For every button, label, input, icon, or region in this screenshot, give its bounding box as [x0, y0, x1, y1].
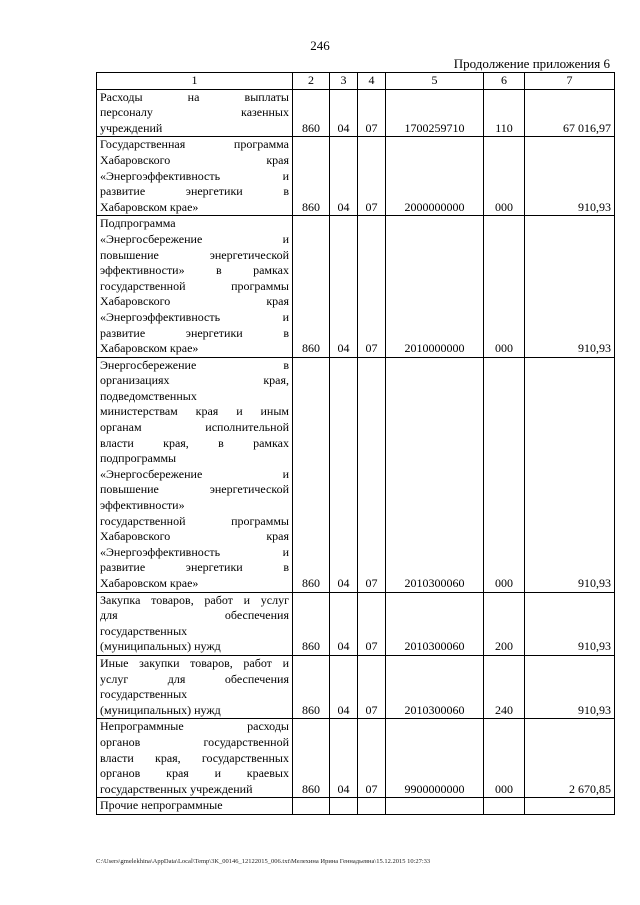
expense-name-line: (муниципальных) нужд	[100, 702, 221, 717]
expense-name-line: государственных	[100, 623, 188, 638]
ministry-code-cell: 860	[293, 137, 330, 216]
expense-name-line: (муниципальных) нужд	[100, 639, 221, 654]
expense-type-cell: 000	[484, 357, 525, 592]
expense-name-line: «Энергосбережение и	[100, 466, 289, 481]
section-code-cell: 04	[330, 592, 358, 655]
table-body	[97, 89, 615, 814]
expense-name-line: органов государственной	[100, 734, 289, 749]
expense-name-line: государственной программы	[100, 278, 289, 293]
column-header: 4	[358, 73, 386, 90]
expense-name-cell	[97, 216, 293, 357]
ministry-code-cell	[293, 798, 330, 815]
column-header: 2	[293, 73, 330, 90]
expense-name-line: Непрограммные расходы	[100, 719, 289, 734]
table-row	[97, 592, 615, 655]
expense-name-line: Хабаровского края	[100, 294, 289, 309]
expense-type-cell: 000	[484, 216, 525, 357]
expense-name-line: развитие энергетики в	[100, 325, 289, 340]
expense-name-line: Хабаровском крае»	[100, 341, 199, 356]
expense-name-line: Иные закупки товаров, работ и	[100, 655, 289, 670]
expense-type-cell	[484, 798, 525, 815]
amount-cell: 910,93	[525, 216, 615, 357]
expense-name-line: Хабаровском крае»	[100, 199, 199, 214]
ministry-code-cell: 860	[293, 216, 330, 357]
target-article-cell: 1700259710	[386, 89, 484, 137]
subsection-code-cell: 07	[358, 216, 386, 357]
expense-name-cell	[97, 137, 293, 216]
column-header: 6	[484, 73, 525, 90]
expense-type-cell: 110	[484, 89, 525, 137]
table-row	[97, 357, 615, 592]
column-header: 7	[525, 73, 615, 90]
header-row	[97, 73, 615, 90]
ministry-code-cell: 860	[293, 89, 330, 137]
amount-cell: 2 670,85	[525, 719, 615, 798]
expense-name-line: эффективности»	[100, 498, 185, 513]
table-row	[97, 89, 615, 137]
subsection-code-cell: 07	[358, 357, 386, 592]
table-row	[97, 137, 615, 216]
target-article-cell: 2010000000	[386, 216, 484, 357]
expense-name-line: министерствам края и иным	[100, 404, 289, 419]
continuation-label: Продолжение приложения 6	[453, 56, 610, 71]
expense-name-line: Хабаровском крае»	[100, 576, 199, 590]
expense-name-line: Прочие непрограммные	[100, 798, 223, 813]
expense-name-line: Энергосбережение в	[100, 357, 289, 372]
target-article-cell: 9900000000	[386, 719, 484, 798]
amount-cell: 910,93	[525, 655, 615, 718]
expense-name-line: подведомственных	[100, 388, 197, 403]
expense-name-line: учреждений	[100, 120, 163, 135]
expense-name-line: для обеспечения	[100, 608, 289, 623]
amount-cell: 910,93	[525, 137, 615, 216]
expense-name-line: повышение энергетической	[100, 247, 289, 262]
target-article-cell	[386, 798, 484, 815]
expense-type-cell: 000	[484, 137, 525, 216]
table-row	[97, 655, 615, 718]
file-path-footer: C:\Users\gmelekhina\AppData\Local\Temp\3K_00146_12122015_006.txt\Мелехина Ирина Геннадьевна\15.12.2015 10:27:33	[96, 858, 431, 865]
page-number: 246	[310, 38, 330, 53]
expense-name-line: подпрограммы	[100, 451, 177, 466]
expense-name-cell	[97, 89, 293, 137]
expense-name-line: Хабаровского края	[100, 529, 289, 544]
ministry-code-cell: 860	[293, 719, 330, 798]
section-code-cell: 04	[330, 655, 358, 718]
expense-name-cell	[97, 655, 293, 718]
amount-cell: 910,93	[525, 592, 615, 655]
expense-name-line: персоналу казенных	[100, 105, 289, 120]
expense-name-line: Закупка товаров, работ и услуг	[100, 592, 289, 607]
subsection-code-cell: 07	[358, 137, 386, 216]
expense-name-line: развитие энергетики в	[100, 560, 289, 575]
expense-name-line: власти края, в рамках	[100, 435, 289, 450]
target-article-cell: 2000000000	[386, 137, 484, 216]
expense-type-cell: 000	[484, 719, 525, 798]
expense-name-line: органов края и краевых	[100, 766, 289, 781]
amount-cell: 910,93	[525, 357, 615, 592]
expense-name-cell	[97, 592, 293, 655]
expense-name-cell	[97, 798, 293, 815]
expense-name-line: государственных	[100, 687, 188, 702]
ministry-code-cell: 860	[293, 655, 330, 718]
expense-name-line: «Энергоэффективность и	[100, 309, 289, 324]
expense-name-line: Хабаровского края	[100, 152, 289, 167]
subsection-code-cell: 07	[358, 89, 386, 137]
section-code-cell: 04	[330, 719, 358, 798]
target-article-cell: 2010300060	[386, 357, 484, 592]
expense-name-line: Государственная программа	[100, 137, 289, 152]
expense-name-line: повышение энергетической	[100, 482, 289, 497]
column-header: 3	[330, 73, 358, 90]
expense-name-line: «Энергоэффективность и	[100, 168, 289, 183]
section-code-cell: 04	[330, 357, 358, 592]
amount-cell: 67 016,97	[525, 89, 615, 137]
ministry-code-cell: 860	[293, 357, 330, 592]
expense-name-line: государственной программы	[100, 513, 289, 528]
expense-name-line: органам исполнительной	[100, 420, 289, 435]
subsection-code-cell: 07	[358, 719, 386, 798]
expense-name-line: Расходы на выплаты	[100, 89, 289, 104]
table-row	[97, 216, 615, 357]
expense-type-cell: 200	[484, 592, 525, 655]
expense-name-line: власти края, государственных	[100, 750, 289, 765]
column-header: 1	[97, 73, 293, 90]
expense-name-line: услуг для обеспечения	[100, 671, 289, 686]
target-article-cell: 2010300060	[386, 592, 484, 655]
table-row	[97, 798, 615, 815]
expense-name-line: организациях края,	[100, 373, 289, 388]
expense-name-line: государственных учреждений	[100, 781, 253, 796]
subsection-code-cell	[358, 798, 386, 815]
amount-cell	[525, 798, 615, 815]
expense-type-cell: 240	[484, 655, 525, 718]
expense-name-cell	[97, 357, 293, 592]
expense-name-line: «Энергоэффективность и	[100, 544, 289, 559]
expense-name-line: «Энергосбережение и	[100, 231, 289, 246]
expense-name-line: эффективности» в рамках	[100, 263, 289, 278]
table-row	[97, 719, 615, 798]
expense-name-line: Подпрограмма	[100, 216, 176, 231]
section-code-cell: 04	[330, 216, 358, 357]
section-code-cell: 04	[330, 89, 358, 137]
section-code-cell: 04	[330, 137, 358, 216]
subsection-code-cell: 07	[358, 592, 386, 655]
expense-name-line: развитие энергетики в	[100, 184, 289, 199]
target-article-cell: 2010300060	[386, 655, 484, 718]
section-code-cell	[330, 798, 358, 815]
subsection-code-cell: 07	[358, 655, 386, 718]
expense-name-cell	[97, 719, 293, 798]
budget-table	[96, 72, 615, 815]
column-header: 5	[386, 73, 484, 90]
ministry-code-cell: 860	[293, 592, 330, 655]
